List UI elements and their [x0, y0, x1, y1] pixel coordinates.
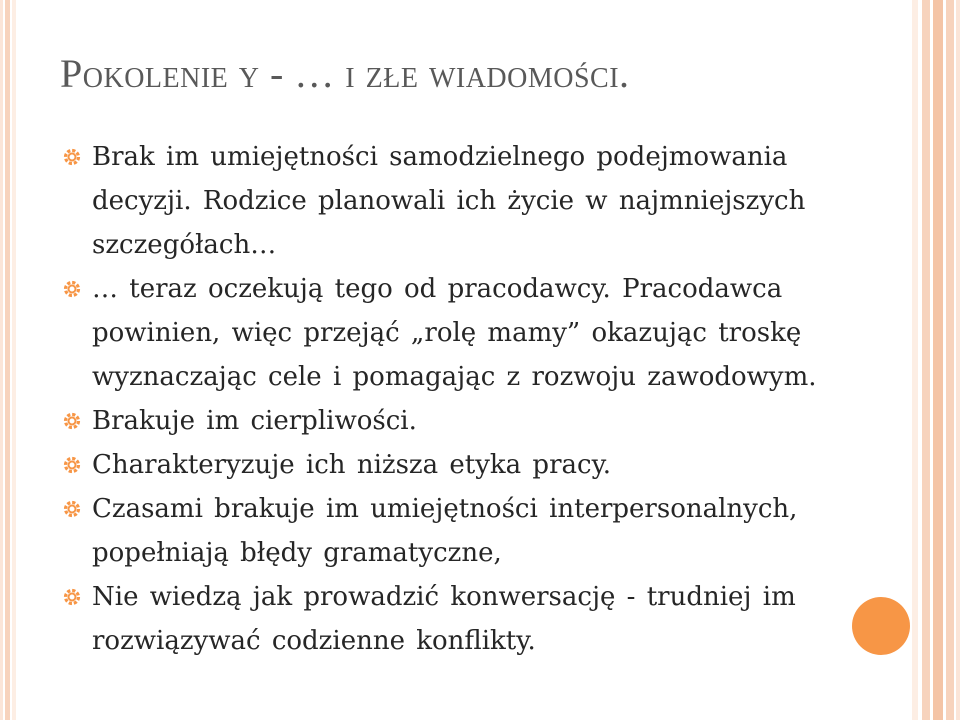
bullet-text: Charakteryzuje ich niższa etyka pracy. — [92, 450, 612, 480]
right-decorative-stripes — [912, 0, 960, 720]
bullet-item — [62, 135, 892, 267]
gear-bullet-icon — [62, 147, 82, 167]
bullet-text: Czasami brakuje im umiejętności interpersonalnych, popełniają błędy gramatyczne, — [92, 494, 798, 568]
slide-title: Pokolenie y - … i złe wiadomości. — [60, 51, 630, 96]
bullet-item — [62, 575, 892, 663]
orange-circle-decoration — [852, 597, 910, 655]
bullet-text: Brak im umiejętności samodzielnego podejmowania decyzji. Rodzice planowali ich życie w najmniejszych szczegółach… — [92, 142, 806, 260]
gear-bullet-icon — [62, 455, 82, 475]
bullet-item — [62, 399, 892, 443]
bullet-item — [62, 443, 892, 487]
left-decorative-stripes — [0, 0, 16, 720]
bullet-list — [62, 135, 892, 663]
bullet-text: Nie wiedzą jak prowadzić konwersację - trudniej im rozwiązywać codzienne konflikty. — [92, 582, 796, 656]
bullet-item — [62, 487, 892, 575]
gear-bullet-icon — [62, 499, 82, 519]
bullet-text: … teraz oczekują tego od pracodawcy. Pracodawca powinien, więc przejąć „rolę mamy” okazując troskę wyznaczając cele i pomagając z rozwoju zawodowym. — [92, 274, 817, 392]
bullet-text: Brakuje im cierpliwości. — [92, 406, 417, 436]
gear-bullet-icon — [62, 411, 82, 431]
gear-bullet-icon — [62, 279, 82, 299]
gear-bullet-icon — [62, 587, 82, 607]
bullet-item — [62, 267, 892, 399]
